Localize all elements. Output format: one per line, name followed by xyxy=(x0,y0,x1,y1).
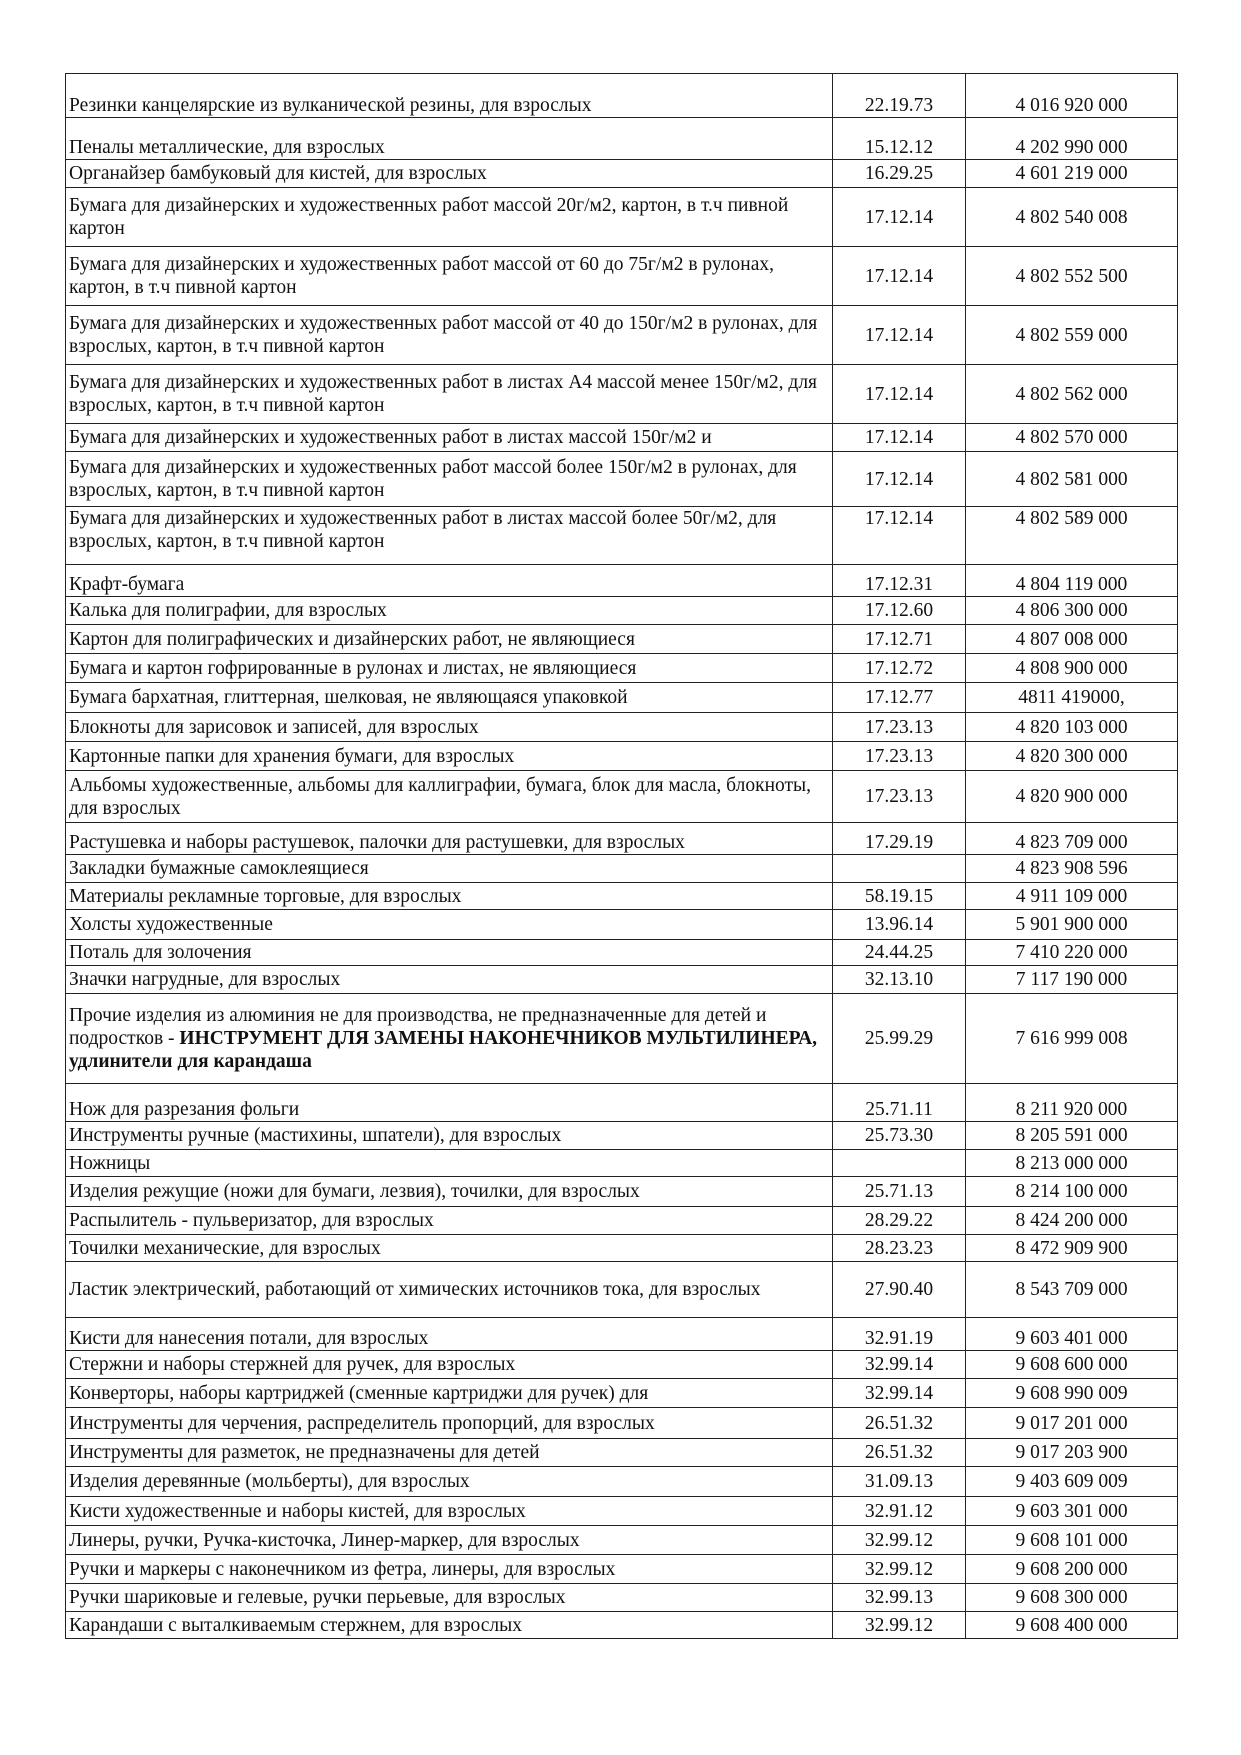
tnved-code-cell: 4 802 581 000 xyxy=(966,452,1178,507)
product-name-cell: Бумага для дизайнерских и художественных работ массой от 40 до 150г/м2 в рулонах, для взрослых, картон, в т.ч пивной картон xyxy=(66,306,833,365)
table-row xyxy=(66,1555,1178,1584)
okpd-code-cell: 32.99.12 xyxy=(833,1612,966,1639)
table-row xyxy=(66,507,1178,565)
okpd-code-cell: 24.44.25 xyxy=(833,940,966,966)
table-row xyxy=(66,365,1178,424)
table-row xyxy=(66,1177,1178,1207)
table-row xyxy=(66,771,1178,823)
tnved-code-cell: 4 601 219 000 xyxy=(966,160,1178,188)
table-row xyxy=(66,1262,1178,1318)
table-row xyxy=(66,306,1178,365)
tnved-code-cell: 4 820 900 000 xyxy=(966,771,1178,823)
product-name-cell: Кисти художественные и наборы кистей, для взрослых xyxy=(66,1497,833,1526)
tnved-code-cell: 9 603 301 000 xyxy=(966,1497,1178,1526)
okpd-code-cell: 22.19.73 xyxy=(833,74,966,118)
table-row xyxy=(66,910,1178,940)
okpd-code-cell: 25.73.30 xyxy=(833,1122,966,1150)
product-name-cell: Изделия деревянные (мольберты), для взрослых xyxy=(66,1467,833,1497)
product-name-emphasis: ИНСТРУМЕНТ ДЛЯ ЗАМЕНЫ НАКОНЕЧНИКОВ МУЛЬТИЛИНЕРА, удлинители для карандаша xyxy=(69,1028,818,1072)
product-name-cell: Карандаши с выталкиваемым стержнем, для взрослых xyxy=(66,1612,833,1639)
tnved-code-cell: 8 213 000 000 xyxy=(966,1150,1178,1177)
tnved-code-cell: 4 823 908 596 xyxy=(966,855,1178,883)
tnved-code-cell: 9 608 101 000 xyxy=(966,1526,1178,1555)
table-row xyxy=(66,625,1178,654)
okpd-code-cell: 17.12.14 xyxy=(833,365,966,424)
tnved-code-cell: 4 016 920 000 xyxy=(966,74,1178,118)
product-name-cell: Нож для разрезания фольги xyxy=(66,1084,833,1122)
tnved-code-cell: 9 017 203 900 xyxy=(966,1439,1178,1467)
table-row xyxy=(66,940,1178,966)
table-row xyxy=(66,188,1178,247)
tnved-code-cell: 5 901 900 000 xyxy=(966,910,1178,940)
okpd-code-cell: 17.23.13 xyxy=(833,771,966,823)
tnved-code-cell: 9 608 200 000 xyxy=(966,1555,1178,1584)
tnved-code-cell: 4 823 709 000 xyxy=(966,823,1178,855)
table-row xyxy=(66,118,1178,160)
okpd-code-cell: 58.19.15 xyxy=(833,883,966,910)
okpd-code-cell: 32.99.14 xyxy=(833,1379,966,1408)
table-row xyxy=(66,424,1178,452)
product-name-cell: Изделия режущие (ножи для бумаги, лезвия), точилки, для взрослых xyxy=(66,1177,833,1207)
product-name-cell: Органайзер бамбуковый для кистей, для взрослых xyxy=(66,160,833,188)
tnved-code-cell: 8 543 709 000 xyxy=(966,1262,1178,1318)
product-name-cell: Кисти для нанесения потали, для взрослых xyxy=(66,1318,833,1351)
table-body xyxy=(66,74,1178,1639)
okpd-code-cell: 17.12.14 xyxy=(833,452,966,507)
table-row xyxy=(66,994,1178,1084)
product-name-cell: Пеналы металлические, для взрослых xyxy=(66,118,833,160)
tnved-code-cell: 8 205 591 000 xyxy=(966,1122,1178,1150)
tnved-code-cell: 7 616 999 008 xyxy=(966,994,1178,1084)
product-name-cell: Калька для полиграфии, для взрослых xyxy=(66,597,833,625)
tnved-code-cell: 4 911 109 000 xyxy=(966,883,1178,910)
table-row xyxy=(66,883,1178,910)
okpd-code-cell: 32.99.14 xyxy=(833,1351,966,1379)
okpd-code-cell: 32.13.10 xyxy=(833,966,966,994)
table-row xyxy=(66,565,1178,597)
table-row xyxy=(66,1207,1178,1235)
okpd-code-cell: 25.99.29 xyxy=(833,994,966,1084)
okpd-code-cell: 17.23.13 xyxy=(833,742,966,771)
table-row xyxy=(66,683,1178,713)
okpd-code-cell: 13.96.14 xyxy=(833,910,966,940)
product-name-cell: Резинки канцелярские из вулканической резины, для взрослых xyxy=(66,74,833,118)
tnved-code-cell: 8 424 200 000 xyxy=(966,1207,1178,1235)
table-row xyxy=(66,1439,1178,1467)
tnved-code-cell: 4 804 119 000 xyxy=(966,565,1178,597)
table-row xyxy=(66,1084,1178,1122)
product-name-cell: Бумага для дизайнерских и художественных работ в листах А4 массой менее 150г/м2, для взрослых, картон, в т.ч пивной картон xyxy=(66,365,833,424)
product-name-cell: Инструменты ручные (мастихины, шпатели), для взрослых xyxy=(66,1122,833,1150)
product-name-cell: Инструменты для разметок, не предназначены для детей xyxy=(66,1439,833,1467)
okpd-code-cell: 26.51.32 xyxy=(833,1439,966,1467)
product-name-cell: Конверторы, наборы картриджей (сменные картриджи для ручек) для xyxy=(66,1379,833,1408)
tnved-code-cell: 9 403 609 009 xyxy=(966,1467,1178,1497)
okpd-code-cell: 17.12.14 xyxy=(833,507,966,565)
tnved-code-cell: 4 820 103 000 xyxy=(966,713,1178,742)
product-name-cell: Бумага и картон гофрированные в рулонах и листах, не являющиеся xyxy=(66,654,833,683)
okpd-code-cell: 17.12.72 xyxy=(833,654,966,683)
product-name-cell: Стержни и наборы стержней для ручек, для взрослых xyxy=(66,1351,833,1379)
okpd-code-cell: 17.12.60 xyxy=(833,597,966,625)
product-name-cell: Линеры, ручки, Ручка-кисточка, Линер-маркер, для взрослых xyxy=(66,1526,833,1555)
product-name-cell: Поталь для золочения xyxy=(66,940,833,966)
table-row xyxy=(66,160,1178,188)
okpd-code-cell: 17.12.14 xyxy=(833,306,966,365)
okpd-code-cell: 28.23.23 xyxy=(833,1235,966,1262)
product-name-cell: Ластик электрический, работающий от химических источников тока, для взрослых xyxy=(66,1262,833,1318)
product-name-cell: Материалы рекламные торговые, для взрослых xyxy=(66,883,833,910)
okpd-code-cell: 25.71.11 xyxy=(833,1084,966,1122)
table-row xyxy=(66,966,1178,994)
table-row xyxy=(66,713,1178,742)
okpd-code-cell: 25.71.13 xyxy=(833,1177,966,1207)
table-row xyxy=(66,1584,1178,1612)
tnved-code-cell: 4 802 552 500 xyxy=(966,247,1178,306)
product-name-cell: Ручки шариковые и гелевые, ручки перьевые, для взрослых xyxy=(66,1584,833,1612)
tnved-code-cell: 7 410 220 000 xyxy=(966,940,1178,966)
table-row xyxy=(66,1379,1178,1408)
product-name-cell: Бумага бархатная, глиттерная, шелковая, не являющаяся упаковкой xyxy=(66,683,833,713)
table-row xyxy=(66,823,1178,855)
tnved-code-cell: 4 808 900 000 xyxy=(966,654,1178,683)
okpd-code-cell: 17.29.19 xyxy=(833,823,966,855)
product-name-cell: Бумага для дизайнерских и художественных работ массой от 60 до 75г/м2 в рулонах, картон, в т.ч пивной картон xyxy=(66,247,833,306)
okpd-code-cell: 32.99.12 xyxy=(833,1555,966,1584)
tnved-code-cell: 9 608 300 000 xyxy=(966,1584,1178,1612)
tnved-code-cell: 4 806 300 000 xyxy=(966,597,1178,625)
okpd-code-cell: 32.91.12 xyxy=(833,1497,966,1526)
product-name-cell: Бумага для дизайнерских и художественных работ в листах массой 150г/м2 и xyxy=(66,424,833,452)
okpd-code-cell: 31.09.13 xyxy=(833,1467,966,1497)
product-name-cell: Значки нагрудные, для взрослых xyxy=(66,966,833,994)
table-row xyxy=(66,1408,1178,1439)
table-row xyxy=(66,1612,1178,1639)
table-row xyxy=(66,1497,1178,1526)
tnved-code-cell: 9 608 990 009 xyxy=(966,1379,1178,1408)
okpd-code-cell: 17.12.71 xyxy=(833,625,966,654)
table-row xyxy=(66,855,1178,883)
tnved-code-cell: 9 608 600 000 xyxy=(966,1351,1178,1379)
okpd-code-cell: 17.12.14 xyxy=(833,247,966,306)
table-row xyxy=(66,452,1178,507)
okpd-code-cell: 16.29.25 xyxy=(833,160,966,188)
okpd-code-cell: 32.99.12 xyxy=(833,1526,966,1555)
table-row xyxy=(66,742,1178,771)
table-row xyxy=(66,247,1178,306)
product-name-cell: Закладки бумажные самоклеящиеся xyxy=(66,855,833,883)
product-name-cell: Инструменты для черчения, распределитель пропорций, для взрослых xyxy=(66,1408,833,1439)
product-name-text: Прочие изделия из алюминия не для производства, не предназначенные для детей и подростков - xyxy=(69,1005,767,1049)
tnved-code-cell: 4 802 562 000 xyxy=(966,365,1178,424)
tnved-code-cell: 4 802 589 000 xyxy=(966,507,1178,565)
product-name-cell: Ножницы xyxy=(66,1150,833,1177)
okpd-code-cell: 32.99.13 xyxy=(833,1584,966,1612)
table-row xyxy=(66,1122,1178,1150)
table-row xyxy=(66,1351,1178,1379)
product-name-cell: Блокноты для зарисовок и записей, для взрослых xyxy=(66,713,833,742)
tnved-code-cell: 7 117 190 000 xyxy=(966,966,1178,994)
product-name-cell xyxy=(66,994,833,1084)
okpd-code-cell: 27.90.40 xyxy=(833,1262,966,1318)
tnved-code-cell: 9 608 400 000 xyxy=(966,1612,1178,1639)
okpd-code-cell xyxy=(833,855,966,883)
product-name-cell: Ручки и маркеры с наконечником из фетра, линеры, для взрослых xyxy=(66,1555,833,1584)
product-name-cell: Бумага для дизайнерских и художественных работ массой более 150г/м2 в рулонах, для взрослых, картон, в т.ч пивной картон xyxy=(66,452,833,507)
product-name-cell: Распылитель - пульверизатор, для взрослых xyxy=(66,1207,833,1235)
tnved-code-cell: 8 214 100 000 xyxy=(966,1177,1178,1207)
table-row xyxy=(66,1467,1178,1497)
table-row xyxy=(66,654,1178,683)
product-name-cell: Растушевка и наборы растушевок, палочки для растушевки, для взрослых xyxy=(66,823,833,855)
okpd-code-cell: 15.12.12 xyxy=(833,118,966,160)
tnved-code-cell: 4 807 008 000 xyxy=(966,625,1178,654)
okpd-code-cell: 26.51.32 xyxy=(833,1408,966,1439)
product-name-cell: Холсты художественные xyxy=(66,910,833,940)
tnved-code-cell: 4 802 540 008 xyxy=(966,188,1178,247)
table-row xyxy=(66,1235,1178,1262)
tnved-code-cell: 4 202 990 000 xyxy=(966,118,1178,160)
tnved-code-cell: 8 472 909 900 xyxy=(966,1235,1178,1262)
tnved-code-cell: 4 802 570 000 xyxy=(966,424,1178,452)
product-name-cell: Альбомы художественные, альбомы для каллиграфии, бумага, блок для масла, блокноты, для взрослых xyxy=(66,771,833,823)
product-name-cell: Крафт-бумага xyxy=(66,565,833,597)
okpd-code-cell: 17.12.77 xyxy=(833,683,966,713)
okpd-code-cell: 17.12.14 xyxy=(833,188,966,247)
table-row xyxy=(66,1318,1178,1351)
tnved-code-cell: 4 820 300 000 xyxy=(966,742,1178,771)
table-row xyxy=(66,597,1178,625)
okpd-code-cell: 32.91.19 xyxy=(833,1318,966,1351)
product-code-table xyxy=(65,73,1178,1639)
table-row xyxy=(66,1150,1178,1177)
product-name-cell: Картон для полиграфических и дизайнерских работ, не являющиеся xyxy=(66,625,833,654)
product-name-cell: Бумага для дизайнерских и художественных работ в листах массой более 50г/м2, для взрослых, картон, в т.ч пивной картон xyxy=(66,507,833,565)
tnved-code-cell: 4 802 559 000 xyxy=(966,306,1178,365)
okpd-code-cell: 17.12.14 xyxy=(833,424,966,452)
tnved-code-cell: 9 017 201 000 xyxy=(966,1408,1178,1439)
product-name-cell: Бумага для дизайнерских и художественных работ массой 20г/м2, картон, в т.ч пивной картон xyxy=(66,188,833,247)
tnved-code-cell: 4811 419000, xyxy=(966,683,1178,713)
okpd-code-cell: 17.12.31 xyxy=(833,565,966,597)
product-name-cell: Картонные папки для хранения бумаги, для взрослых xyxy=(66,742,833,771)
okpd-code-cell xyxy=(833,1150,966,1177)
okpd-code-cell: 17.23.13 xyxy=(833,713,966,742)
product-name-cell: Точилки механические, для взрослых xyxy=(66,1235,833,1262)
tnved-code-cell: 8 211 920 000 xyxy=(966,1084,1178,1122)
tnved-code-cell: 9 603 401 000 xyxy=(966,1318,1178,1351)
table-row xyxy=(66,1526,1178,1555)
table-row xyxy=(66,74,1178,118)
okpd-code-cell: 28.29.22 xyxy=(833,1207,966,1235)
